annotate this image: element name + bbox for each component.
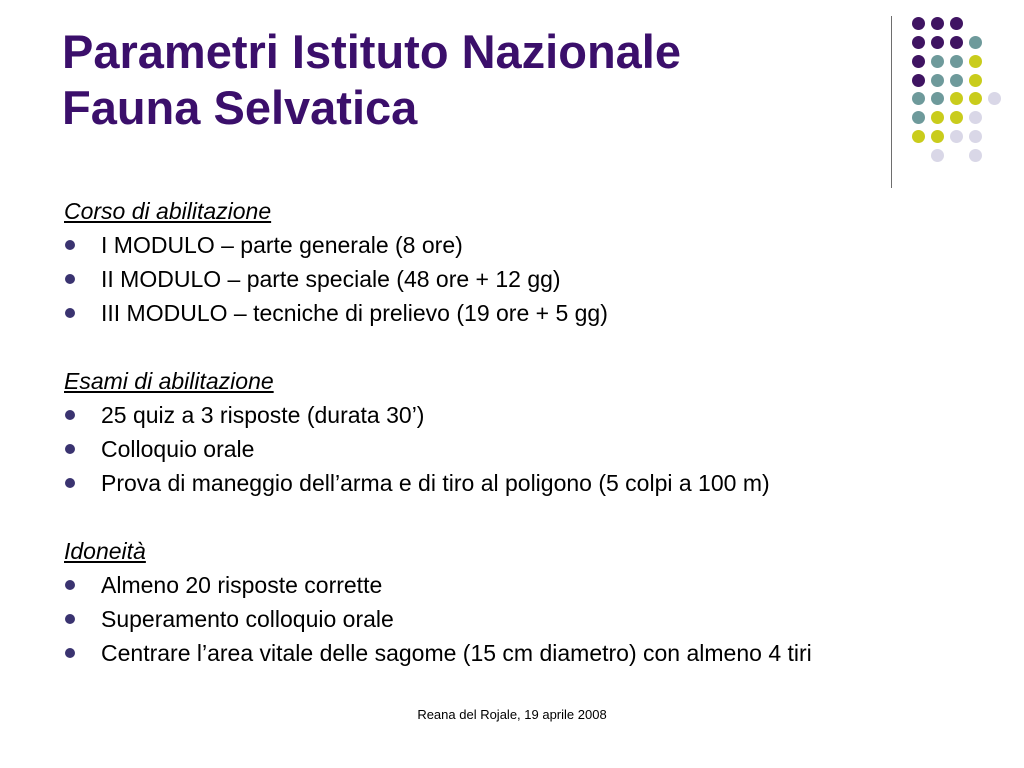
list-item — [64, 432, 994, 466]
decorative-dot — [950, 36, 963, 49]
decorative-dot — [969, 130, 982, 143]
decorative-dot — [969, 55, 982, 68]
bullet-icon — [65, 274, 75, 284]
title-line-1: Parametri Istituto Nazionale — [62, 25, 681, 78]
title-line-2: Fauna Selvatica — [62, 81, 418, 134]
list-item — [64, 568, 994, 602]
bullet-icon — [65, 240, 75, 250]
list-item-text: Superamento colloquio orale — [101, 606, 394, 632]
list-item — [64, 228, 994, 262]
slide-footer: Reana del Rojale, 19 aprile 2008 — [417, 707, 607, 722]
section-corso — [64, 194, 994, 330]
decorative-dot — [950, 17, 963, 30]
bullet-list — [64, 398, 994, 500]
decorative-dot — [912, 111, 925, 124]
decorative-dot — [912, 130, 925, 143]
decorative-dot — [931, 149, 944, 162]
bullet-icon — [65, 614, 75, 624]
decorative-dot — [950, 111, 963, 124]
list-item — [64, 602, 994, 636]
bullet-icon — [65, 478, 75, 488]
section-heading: Idoneità — [64, 538, 146, 564]
list-item-text: I MODULO – parte generale (8 ore) — [101, 232, 463, 258]
list-item — [64, 296, 994, 330]
section-esami — [64, 364, 994, 500]
decorative-dot — [969, 36, 982, 49]
list-item-text: III MODULO – tecniche di prelievo (19 ore + 5 gg) — [101, 300, 608, 326]
decorative-dot-grid — [0, 0, 1024, 200]
section-heading: Corso di abilitazione — [64, 198, 272, 224]
list-item — [64, 466, 994, 500]
decorative-dot — [931, 17, 944, 30]
section-idoneita — [64, 534, 994, 670]
list-item-text: 25 quiz a 3 risposte (durata 30’) — [101, 402, 425, 428]
bullet-icon — [65, 444, 75, 454]
list-item-text: Prova di maneggio dell’arma e di tiro al poligono (5 colpi a 100 m) — [101, 470, 770, 496]
list-item — [64, 398, 994, 432]
decorative-dot — [931, 111, 944, 124]
bullet-list — [64, 228, 994, 330]
decorative-dot — [969, 74, 982, 87]
decorative-dot — [950, 55, 963, 68]
list-item-text: II MODULO – parte speciale (48 ore + 12 gg) — [101, 266, 561, 292]
decorative-dot — [931, 130, 944, 143]
decorative-dot — [969, 149, 982, 162]
list-item-text: Almeno 20 risposte corrette — [101, 572, 383, 598]
decorative-dot — [912, 17, 925, 30]
decorative-dot — [969, 92, 982, 105]
bullet-list — [64, 568, 994, 670]
decorative-dot — [931, 55, 944, 68]
slide-content — [64, 194, 994, 704]
list-item-text: Colloquio orale — [101, 436, 255, 462]
section-heading: Esami di abilitazione — [64, 368, 274, 394]
decorative-dot — [912, 55, 925, 68]
decorative-dot — [950, 74, 963, 87]
decorative-dot — [969, 111, 982, 124]
decorative-dot — [988, 92, 1001, 105]
bullet-icon — [65, 648, 75, 658]
bullet-icon — [65, 308, 75, 318]
decorative-dot — [950, 130, 963, 143]
bullet-icon — [65, 580, 75, 590]
bullet-icon — [65, 410, 75, 420]
decorative-dot — [931, 74, 944, 87]
decorative-dot — [912, 74, 925, 87]
decorative-dot — [931, 92, 944, 105]
decorative-dot — [950, 92, 963, 105]
decorative-dot — [931, 36, 944, 49]
list-item-text: Centrare l’area vitale delle sagome (15 cm diametro) con almeno 4 tiri — [101, 640, 812, 666]
list-item — [64, 262, 994, 296]
decorative-dot — [912, 92, 925, 105]
decorative-dot — [912, 36, 925, 49]
list-item — [64, 636, 994, 670]
